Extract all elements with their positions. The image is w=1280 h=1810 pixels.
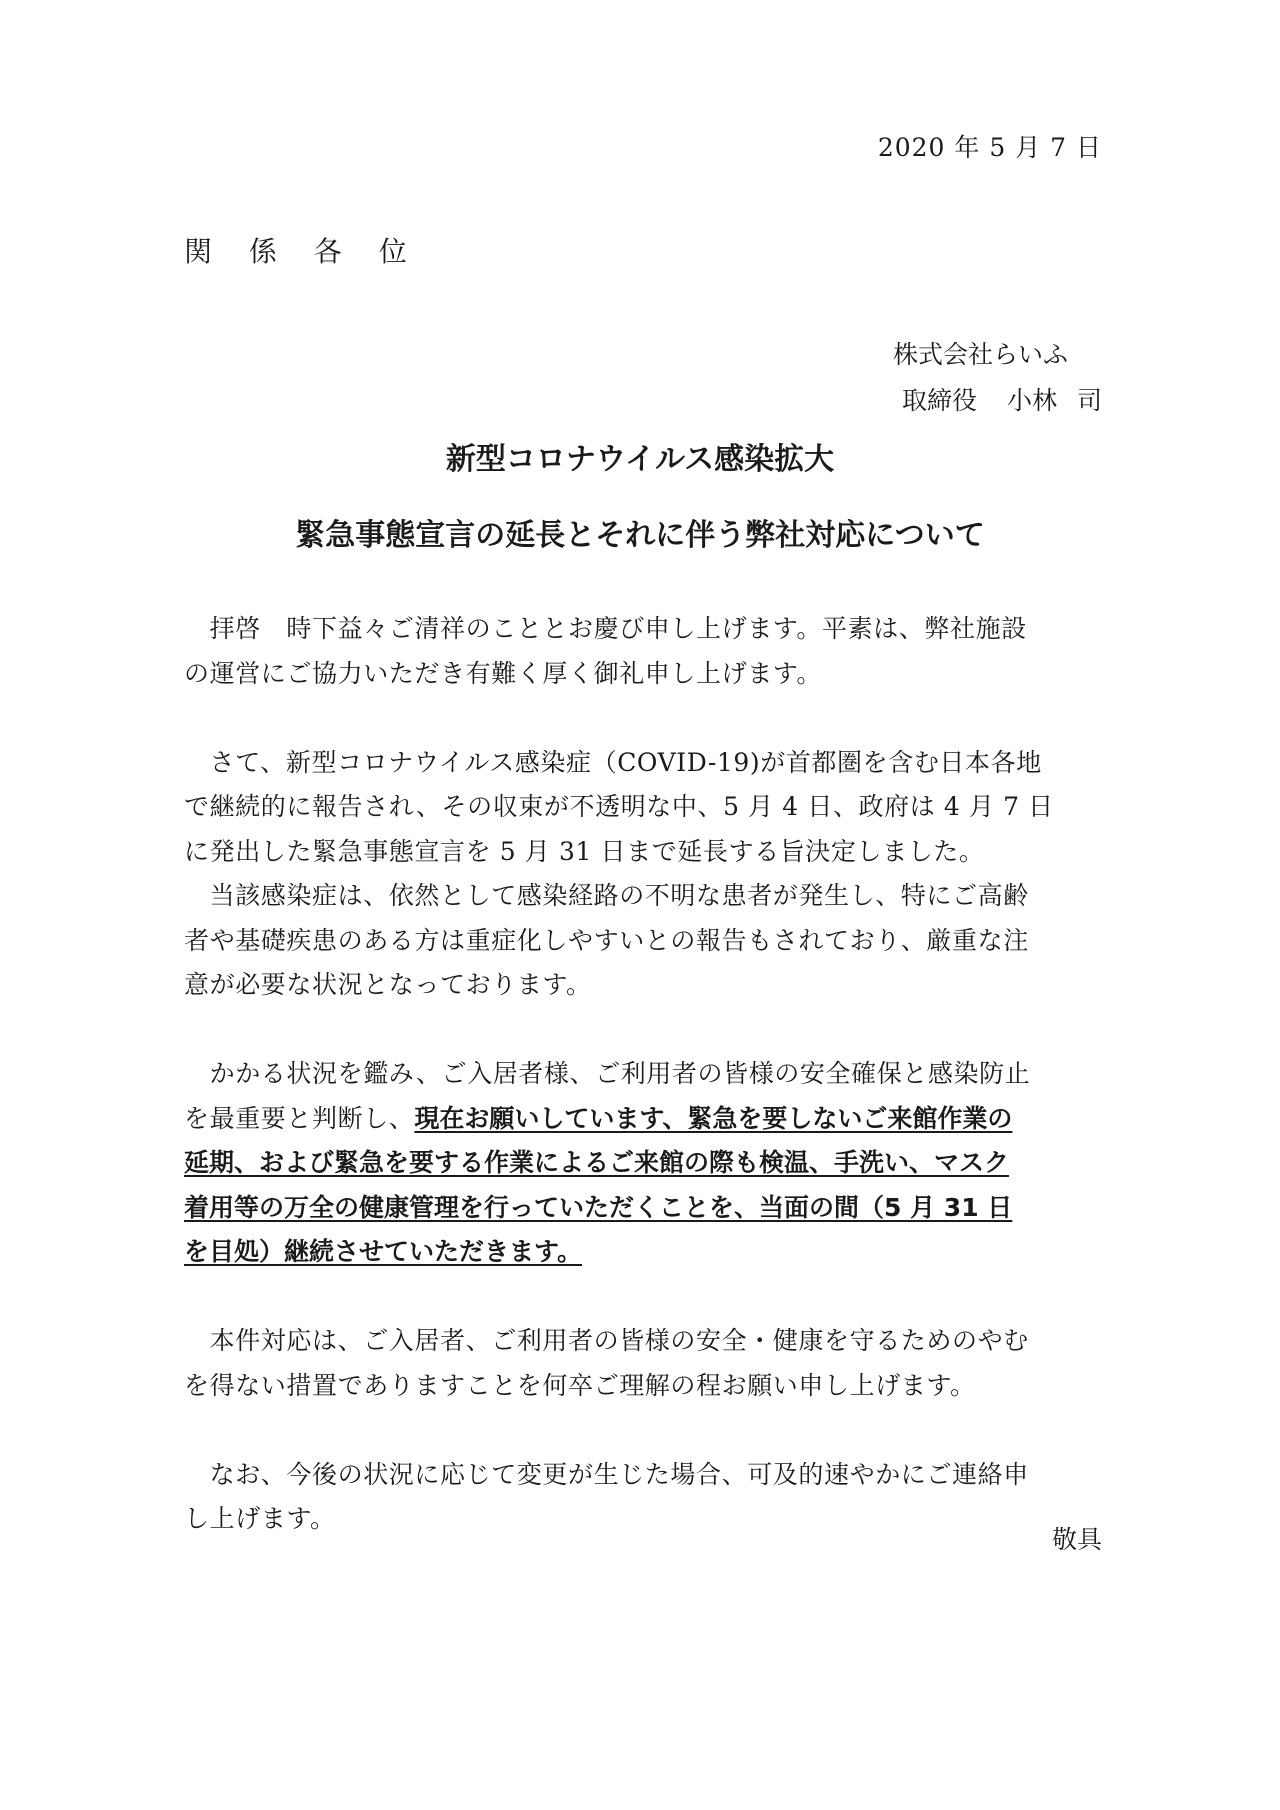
body-line (184, 1141, 1104, 1186)
body-line: し上げます。 (184, 1504, 336, 1533)
emphasized-text: 現在お願いしています、緊急を要しないご来館作業の (414, 1103, 1013, 1133)
representative-given-name: 司 (1076, 386, 1102, 415)
body-line (184, 1097, 1104, 1142)
body-line: を得ない措置でありますことを何卒ご理解の程お願い申し上げます。 (184, 1370, 976, 1400)
document-body (184, 607, 1104, 1542)
body-line: かかる状況を鑑み、ご入居者様、ご利用者の皆様の安全確保と感染防止 (184, 1059, 1031, 1088)
body-line: 本件対応は、ご入居者、ご利用者の皆様の安全・健康を守るためのやむ (184, 1326, 1029, 1355)
body-line: なお、今後の状況に応じて変更が生じた場合、可及的速やかにご連絡申 (184, 1459, 1029, 1489)
representative-title: 取締役 (901, 386, 977, 415)
body-line: 拝啓 時下益々ご清祥のこととお慶び申し上げます。平素は、弊社施設 (184, 614, 1027, 643)
document-title-line-2: 緊急事態宣言の延長とそれに伴う弊社対応について (295, 518, 985, 553)
body-line: 意が必要な状況となっております。 (184, 970, 592, 999)
body-line: 者や基礎疾患のある方は重症化しやすいとの報告もされており、厳重な注 (184, 925, 1029, 955)
body-line (184, 1230, 1104, 1275)
emphasized-text: を目処）継続させていただきます。 (184, 1237, 583, 1266)
sender-block (893, 332, 1102, 424)
body-line: さて、新型コロナウイルス感染症（COVID-19)が首都圏を含む日本各地 (184, 747, 1042, 777)
emphasized-text: 延期、および緊急を要する作業によるご来館の際も検温、手洗い、マスク (184, 1148, 1010, 1177)
emphasized-text: 着用等の万全の健康管理を行っていただくことを、当面の間（5 月 31 日 (184, 1192, 1013, 1222)
closing-word: 敬具 (1051, 1525, 1102, 1554)
body-line: で継続的に報告され、その収束が不透明な中、5 月 4 日、政府は 4 月 7 日 (184, 792, 1054, 821)
body-line: の運営にご協力いただき有難く厚く御礼申し上げます。 (184, 658, 823, 688)
body-line: 当該感染症は、依然として感染経路の不明な患者が発生し、特にご高齢 (184, 881, 1029, 910)
addressee: 関 係 各 位 (184, 235, 421, 268)
representative (893, 378, 1102, 424)
document-title-line-1: 新型コロナウイルス感染拡大 (445, 442, 835, 477)
representative-family-name: 小林 (1006, 386, 1057, 415)
company-name: 株式会社らいふ (892, 340, 1068, 369)
body-text: を最重要と判断し、 (184, 1103, 415, 1133)
document-date: 2020 年 5 月 7 日 (877, 133, 1102, 162)
body-line (184, 1186, 1104, 1231)
body-line: に発出した緊急事態宣言を 5 月 31 日まで延長する旨決定しました。 (184, 836, 985, 866)
